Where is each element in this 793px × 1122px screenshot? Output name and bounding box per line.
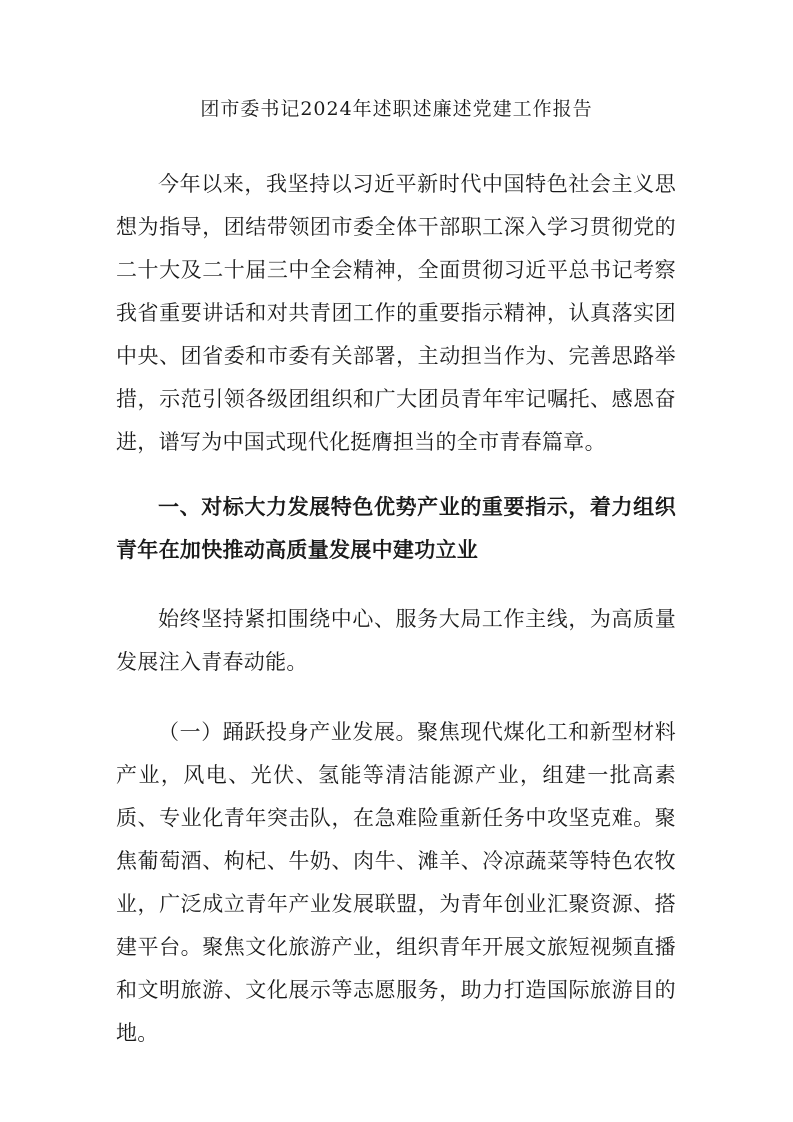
document-title: 团市委书记2024年述职述廉述党建工作报告 bbox=[200, 98, 593, 120]
section-item-paragraph: （一）踊跃投身产业发展。聚焦现代煤化工和新型材料产业，风电、光伏、氢能等清洁能源产业，组建一批高素质、专业化青年突击队，在急难险重新任务中攻坚克难。聚焦葡萄酒、枸杞、牛奶、肉牛、滩羊、冷凉蔬菜等特色农牧业，广泛成立青年产业发展联盟，为青年创业汇聚资源、搭建平台。聚焦文化旅游产业，组织青年开展文旅短视频直播和文明旅游、文化展示等志愿服务，助力打造国际旅游目的地。 bbox=[116, 720, 676, 1045]
section-intro-paragraph: 始终坚持紧扣围绕中心、服务大局工作主线，为高质量发展注入青春动能。 bbox=[116, 607, 676, 674]
intro-paragraph: 今年以来，我坚持以习近平新时代中国特色社会主义思想为指导，团结带领团市委全体干部职工深入学习贯彻党的二十大及二十届三中全会精神，全面贯彻习近平总书记考察我省重要讲话和对共青团工作的重要指示精神，认真落实团中央、团省委和市委有关部署，主动担当作为、完善思路举措，示范引领各级团组织和广大团员青年牢记嘱托、感恩奋进，谱写为中国式现代化挺膺担当的全市青春篇章。 bbox=[116, 172, 676, 454]
section-heading: 一、对标大力发展特色优势产业的重要指示，着力组织青年在加快推动高质量发展中建功立业 bbox=[116, 494, 676, 562]
